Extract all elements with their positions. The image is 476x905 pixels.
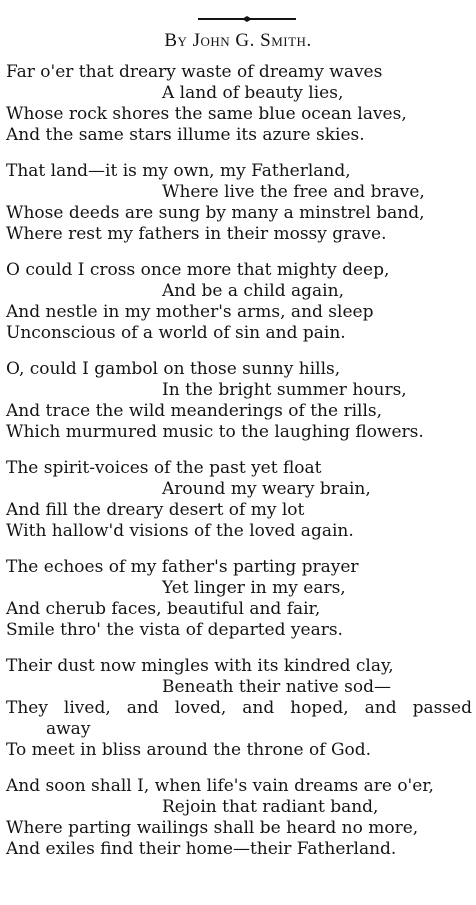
poem-line: O, could I gambol on those sunny hills, <box>6 359 341 379</box>
stanza-6 <box>6 557 474 641</box>
poem-line: And the same stars illume its azure skies. <box>6 125 365 145</box>
stanza-2 <box>6 161 474 245</box>
poem-line: Rejoin that radiant band, <box>162 797 379 817</box>
stanza-1 <box>6 62 474 146</box>
poem-line: Whose deeds are sung by many a minstrel band, <box>6 203 425 223</box>
poem-line: Smile thro' the vista of departed years. <box>6 620 343 640</box>
poem-body <box>6 62 474 875</box>
stanza-8 <box>6 776 474 860</box>
poem-line: In the bright summer hours, <box>162 380 407 400</box>
poem-line: And soon shall I, when life's vain dreams are o'er, <box>6 776 434 796</box>
byline: By John G. Smith. <box>164 30 312 51</box>
poem-line: The spirit-voices of the past yet float <box>6 458 322 478</box>
poem-line: Where rest my fathers in their mossy grave. <box>6 224 387 244</box>
stanza-7 <box>6 656 474 761</box>
poem-line: Where live the free and brave, <box>162 182 425 202</box>
stanza-3 <box>6 260 474 344</box>
stanza-5 <box>6 458 474 542</box>
poem-line: And trace the wild meanderings of the rills, <box>6 401 383 421</box>
poem-line: Yet linger in my ears, <box>162 578 346 598</box>
poem-line: And cherub faces, beautiful and fair, <box>6 599 321 619</box>
poem-line: They lived, and loved, and hoped, and passed <box>6 698 472 718</box>
poem-line: With hallow'd visions of the loved again. <box>6 521 354 541</box>
poem-line: And nestle in my mother's arms, and sleep <box>6 302 374 322</box>
poem-line: Beneath their native sod— <box>162 677 391 697</box>
poem-line: And exiles find their home—their Fatherland. <box>6 839 397 859</box>
poem-line: Around my weary brain, <box>162 479 371 499</box>
poem-line: Which murmured music to the laughing flowers. <box>6 422 424 442</box>
poem-line: Unconscious of a world of sin and pain. <box>6 323 346 343</box>
poem-line-continuation: away <box>46 719 91 739</box>
poem-line: O could I cross once more that mighty deep, <box>6 260 390 280</box>
poem-line: Their dust now mingles with its kindred clay, <box>6 656 394 676</box>
poem-line: To meet in bliss around the throne of God. <box>6 740 372 760</box>
poem-line: Whose rock shores the same blue ocean laves, <box>6 104 407 124</box>
poem-line: Far o'er that dreary waste of dreamy waves <box>6 62 383 82</box>
ornament-divider <box>198 16 296 22</box>
stanza-4 <box>6 359 474 443</box>
poem-line: The echoes of my father's parting prayer <box>6 557 359 577</box>
poem-line: That land—it is my own, my Fatherland, <box>6 161 351 181</box>
poem-line: And be a child again, <box>162 281 344 301</box>
poem-line: Where parting wailings shall be heard no more, <box>6 818 419 838</box>
poem-line: And fill the dreary desert of my lot <box>6 500 305 520</box>
poem-line: A land of beauty lies, <box>162 83 344 103</box>
